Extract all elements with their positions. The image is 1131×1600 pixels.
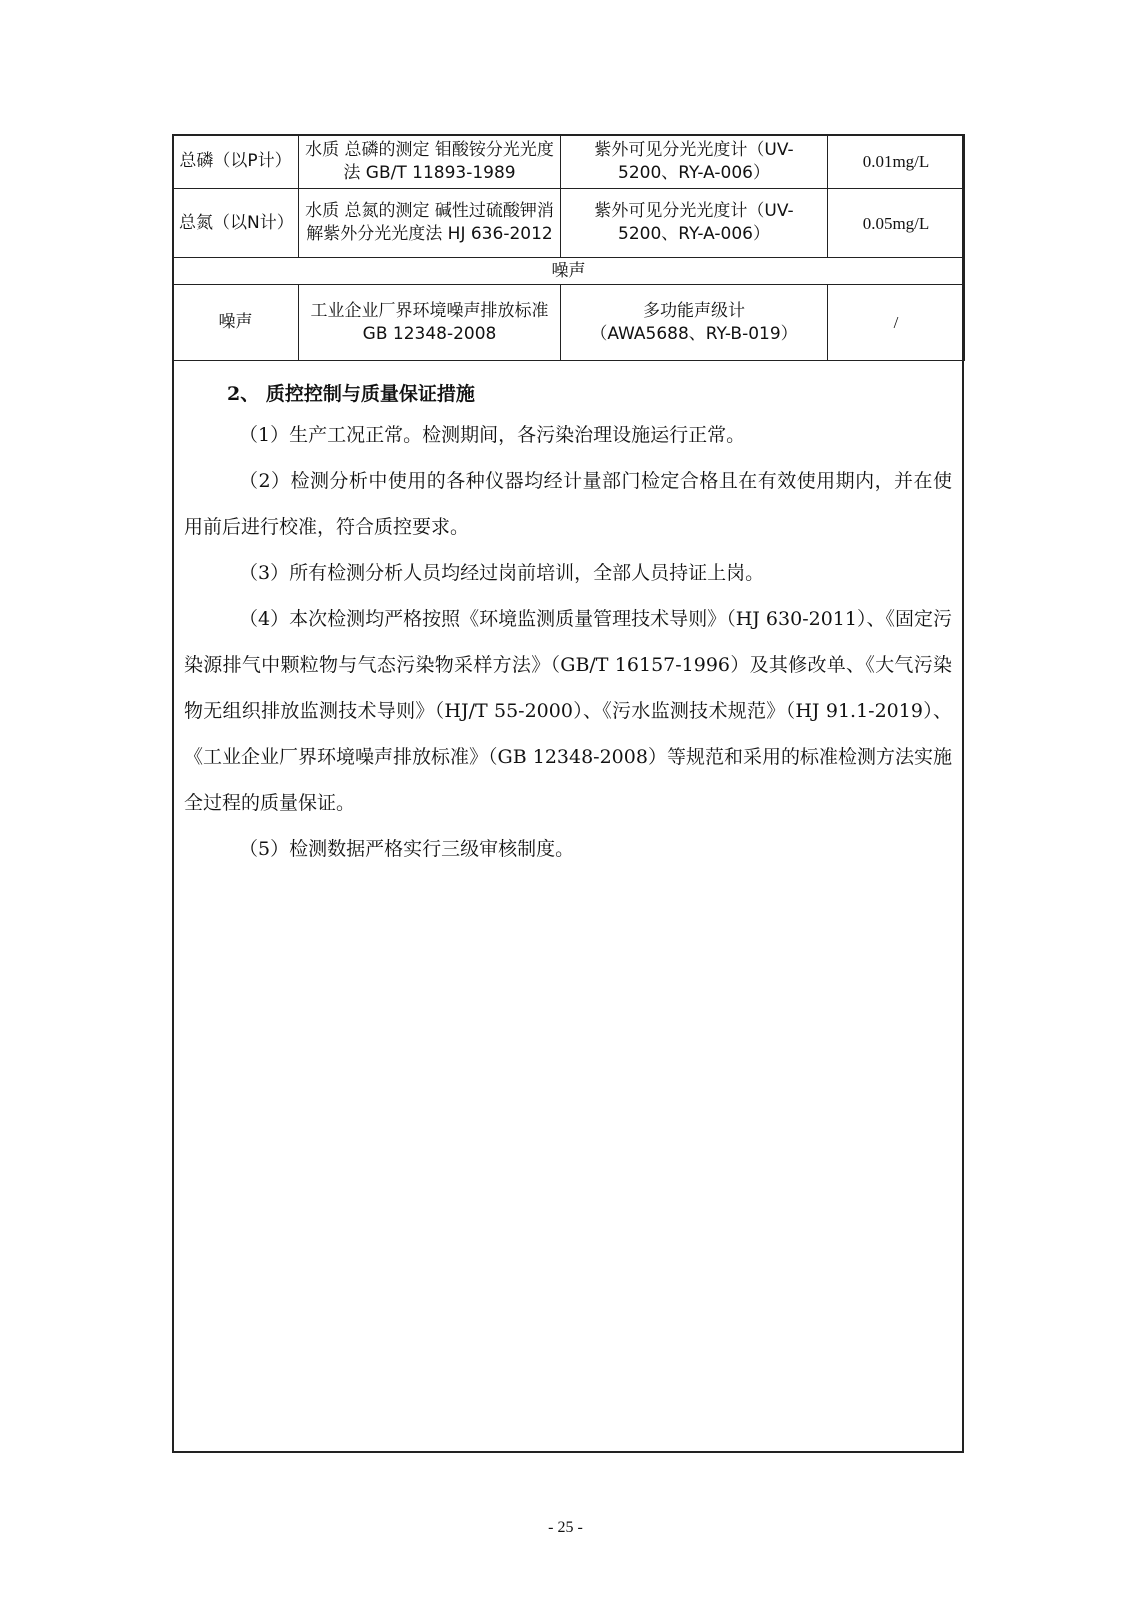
table-row [173, 285, 965, 361]
page-number: - 25 - [548, 1519, 583, 1536]
method-cell: 水质 总磷的测定 钼酸铵分光光度法 GB/T 11893-1989 [299, 135, 561, 189]
paragraph: （1）生产工况正常。检测期间，各污染治理设施运行正常。 [239, 424, 746, 446]
quality-section [172, 376, 964, 872]
detection-limit-cell: 0.01mg/L [828, 135, 965, 189]
item-cell: 总氮（以N计） [173, 189, 299, 258]
table-row [173, 189, 965, 258]
method-cell [299, 285, 561, 361]
paragraph: （3）所有检测分析人员均经过岗前培训，全部人员持证上岗。 [239, 562, 765, 584]
instrument-line: 多功能声级计 [643, 300, 745, 321]
table-section-row [173, 258, 965, 285]
instrument-cell: 紫外可见分光光度计（UV-5200、RY-A-006） [561, 189, 828, 258]
method-table [172, 134, 965, 361]
section-header-cell: 噪声 [173, 258, 965, 285]
paragraph: （5）检测数据严格实行三级审核制度。 [239, 838, 575, 860]
instrument-cell: 紫外可见分光光度计（UV-5200、RY-A-006） [561, 135, 828, 189]
instrument-cell [561, 285, 828, 361]
method-line: 工业企业厂界环境噪声排放标准 [310, 300, 549, 321]
item-cell: 总磷（以P计） [173, 135, 299, 189]
instrument-line: （AWA5688、RY-B-019） [590, 323, 798, 344]
detection-limit-cell: / [828, 285, 965, 361]
detection-limit-cell: 0.05mg/L [828, 189, 965, 258]
item-cell: 噪声 [173, 285, 299, 361]
section-title: 2、 质控控制与质量保证措施 [227, 383, 475, 405]
paragraph: （4）本次检测均严格按照《环境监测质量管理技术导则》（HJ 630-2011）、《固定污染源排气中颗粒物与气态污染物采样方法》（GB/T 16157-1996）及其修改单、《大气污染物无组织排放监测技术导则》（HJ/T 55-2000）、《污水监测技术规范》（HJ 91.1-2019）、《工业企业厂界环境噪声排放标准》（GB 12348-2008）等规范和采用的标准检测方法实施全过程的质量保证。 [184, 608, 952, 814]
paragraph: （2）检测分析中使用的各种仪器均经计量部门检定合格且在有效使用期内，并在使用前后进行校准，符合质控要求。 [184, 470, 952, 538]
table-row [173, 135, 965, 189]
method-cell: 水质 总氮的测定 碱性过硫酸钾消解紫外分光光度法 HJ 636-2012 [299, 189, 561, 258]
method-line: GB 12348-2008 [362, 323, 497, 344]
